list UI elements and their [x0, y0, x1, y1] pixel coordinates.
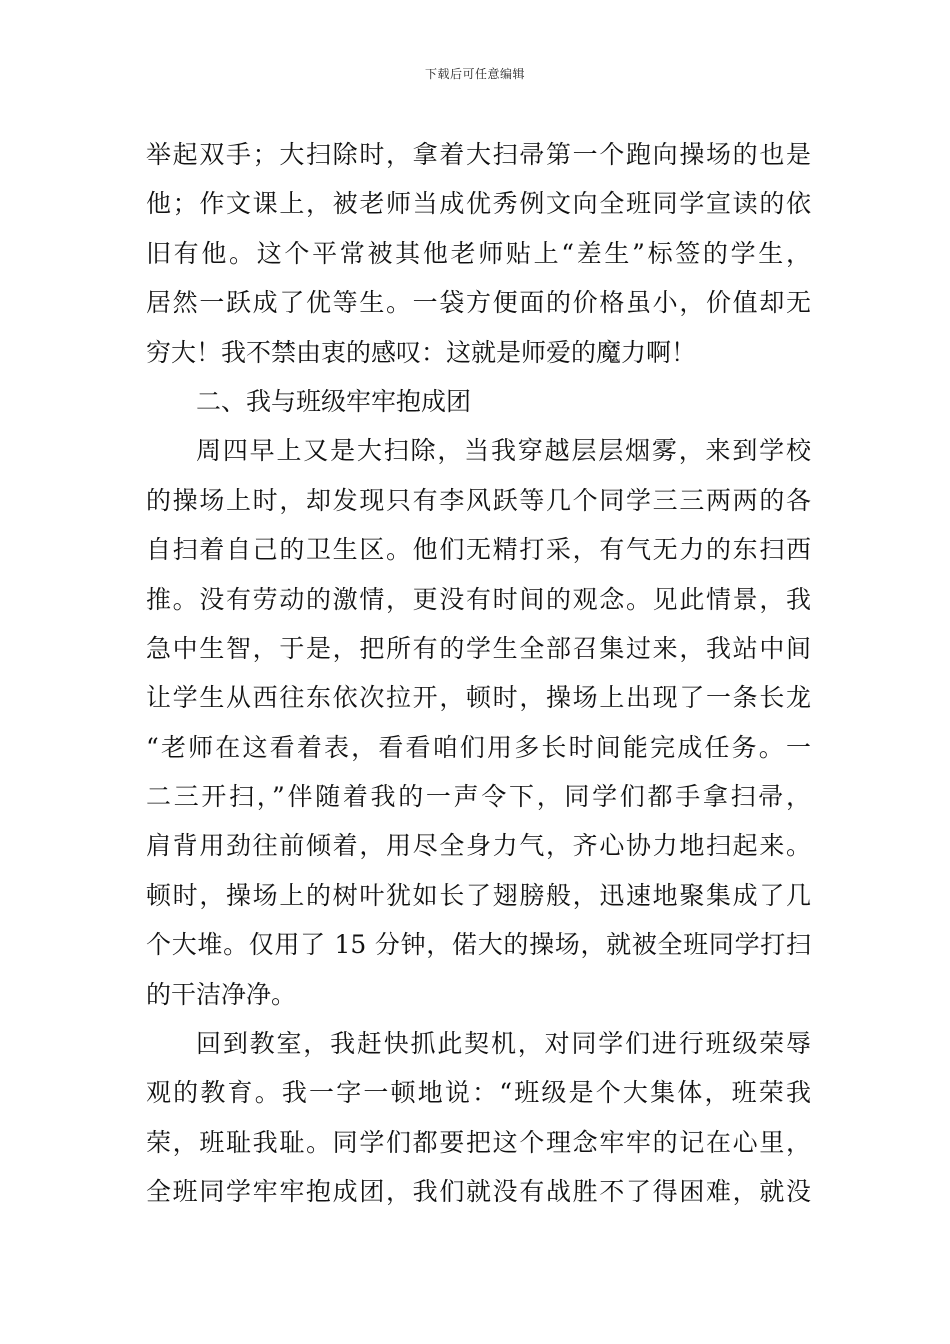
text-line: 二、我与班级牢牢抱成团	[196, 386, 472, 416]
text-line: 肩背用劲往前倾着，用尽全身力气，齐心协力地扫起来。	[146, 831, 811, 861]
text-line: 周四早上又是大扫除，当我穿越层层烟雾，来到学校	[196, 436, 811, 466]
text-line: “老师在这看着表，看看咱们用多长时间能完成任务。一	[146, 732, 811, 762]
text-line: 的操场上时，却发现只有李风跃等几个同学三三两两的各	[146, 485, 811, 515]
header-note: 下载后可任意编辑	[424, 67, 525, 81]
text-line: 居然一跃成了优等生。一袋方便面的价格虽小，价值却无	[146, 288, 811, 318]
text-line: 旧有他。这个平常被其他老师贴上“差生”标签的学生，	[146, 238, 811, 268]
text-line: 让学生从西往东依次拉开，顿时，操场上出现了一条长龙	[146, 683, 811, 713]
text-line: 自扫着自己的卫生区。他们无精打采，有气无力的东扫西	[146, 535, 811, 565]
text-line: 的干洁净净。	[146, 979, 297, 1009]
text-line: 回到教室，我赶快抓此契机，对同学们进行班级荣辱	[196, 1029, 811, 1059]
text-line: 急中生智，于是，把所有的学生全部召集过来，我站中间	[146, 633, 811, 663]
text-line: 穷大！我不禁由衷的感叹：这就是师爱的魔力啊！	[146, 337, 697, 367]
text-line: 他；作文课上，被老师当成优秀例文向全班同学宣读的依	[146, 189, 811, 219]
text-line: 观的教育。我一字一顿地说：“班级是个大集体，班荣我	[146, 1078, 811, 1108]
text-line: 推。没有劳动的激情，更没有时间的观念。见此情景，我	[146, 584, 811, 614]
text-line: 个大堆。仅用了 15 分钟，偌大的操场，就被全班同学打扫	[146, 930, 811, 960]
text-line: 荣，班耻我耻。同学们都要把这个理念牢牢的记在心里，	[146, 1127, 811, 1157]
text-line: 举起双手；大扫除时，拿着大扫帚第一个跑向操场的也是	[146, 140, 811, 169]
body-text	[146, 130, 811, 1217]
text-line: 顿时，操场上的树叶犹如长了翅膀般，迅速地聚集成了几	[146, 880, 811, 910]
text-line: 二三开扫，”伴随着我的一声令下，同学们都手拿扫帚，	[146, 782, 811, 812]
text-line: 全班同学牢牢抱成团，我们就没有战胜不了得困难，就没	[146, 1177, 811, 1207]
